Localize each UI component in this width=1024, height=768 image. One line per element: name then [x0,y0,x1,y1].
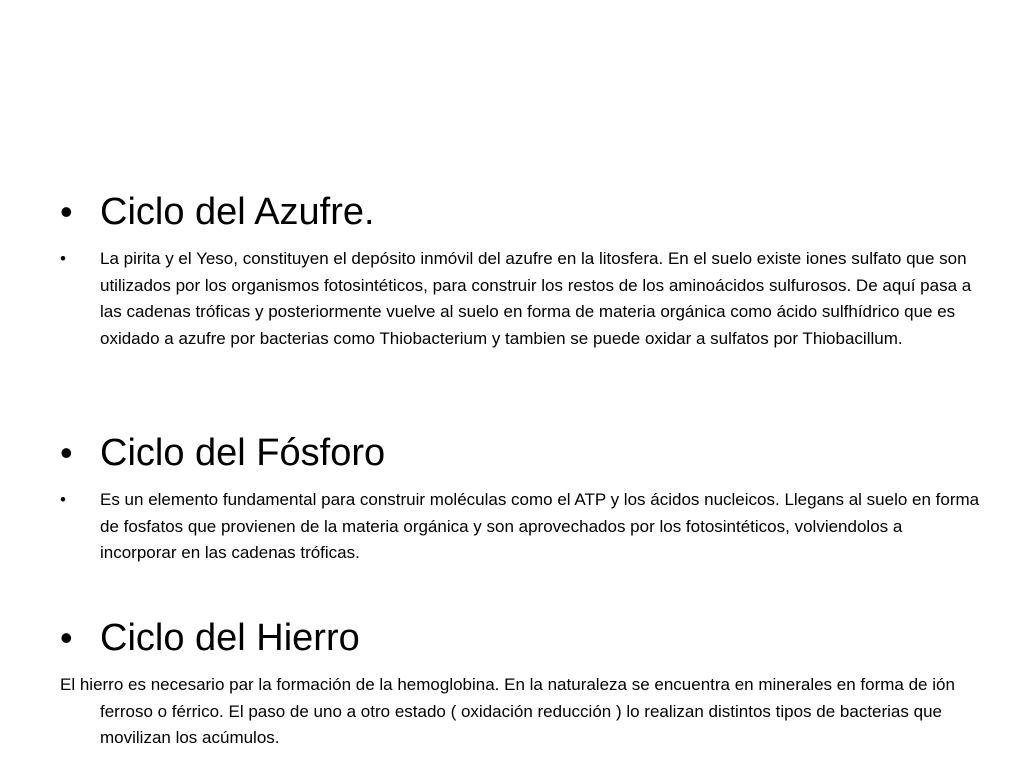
paragraph-text: La pirita y el Yeso, constituyen el depósito inmóvil del azufre en la litosfera. En el suelo existe iones sulfato que son utilizados por los organismos fotosintéticos, para construir los restos de los aminoácidos sulfurosos. De aquí pasa a las cadenas tróficas y posteriormente vuelve al suelo en forma de materia orgánica como ácido sulfhídrico que es oxidado a azufre por bacterias como Thiobacterium y tambien se puede oxidar a sulfatos por Thiobacillum. [100,249,972,348]
heading-text: Ciclo del Azufre. [100,191,375,233]
bullet-icon: • [60,490,66,509]
bullet-icon: • [60,191,73,232]
bullet-icon: • [60,617,73,658]
heading-hierro [60,615,980,661]
bullet-icon: • [60,249,66,268]
heading-text: Ciclo del Fósforo [100,432,386,474]
heading-azufre [60,189,980,235]
heading-text: Ciclo del Hierro [100,617,360,659]
bullet-icon: • [60,432,73,473]
paragraph-text: Es un elemento fundamental para construir moléculas como el ATP y los ácidos nucleicos. Llegans al suelo en forma de fosfatos que provienen de la materia orgánica y son aprovechados por los fotosintéticos, volviendolos a incorporar en las cadenas tróficas. [100,490,980,562]
paragraph-hierro: El hierro es necesario par la formación de la hemoglobina. En la naturaleza se encuentra en minerales en forma de ión ferroso o férrico. El paso de uno a otro estado ( oxidación reducción ) lo realizan distintos tipos de bacterias que movilizan los acúmulos. [60,675,955,747]
heading-fosforo [60,430,980,476]
